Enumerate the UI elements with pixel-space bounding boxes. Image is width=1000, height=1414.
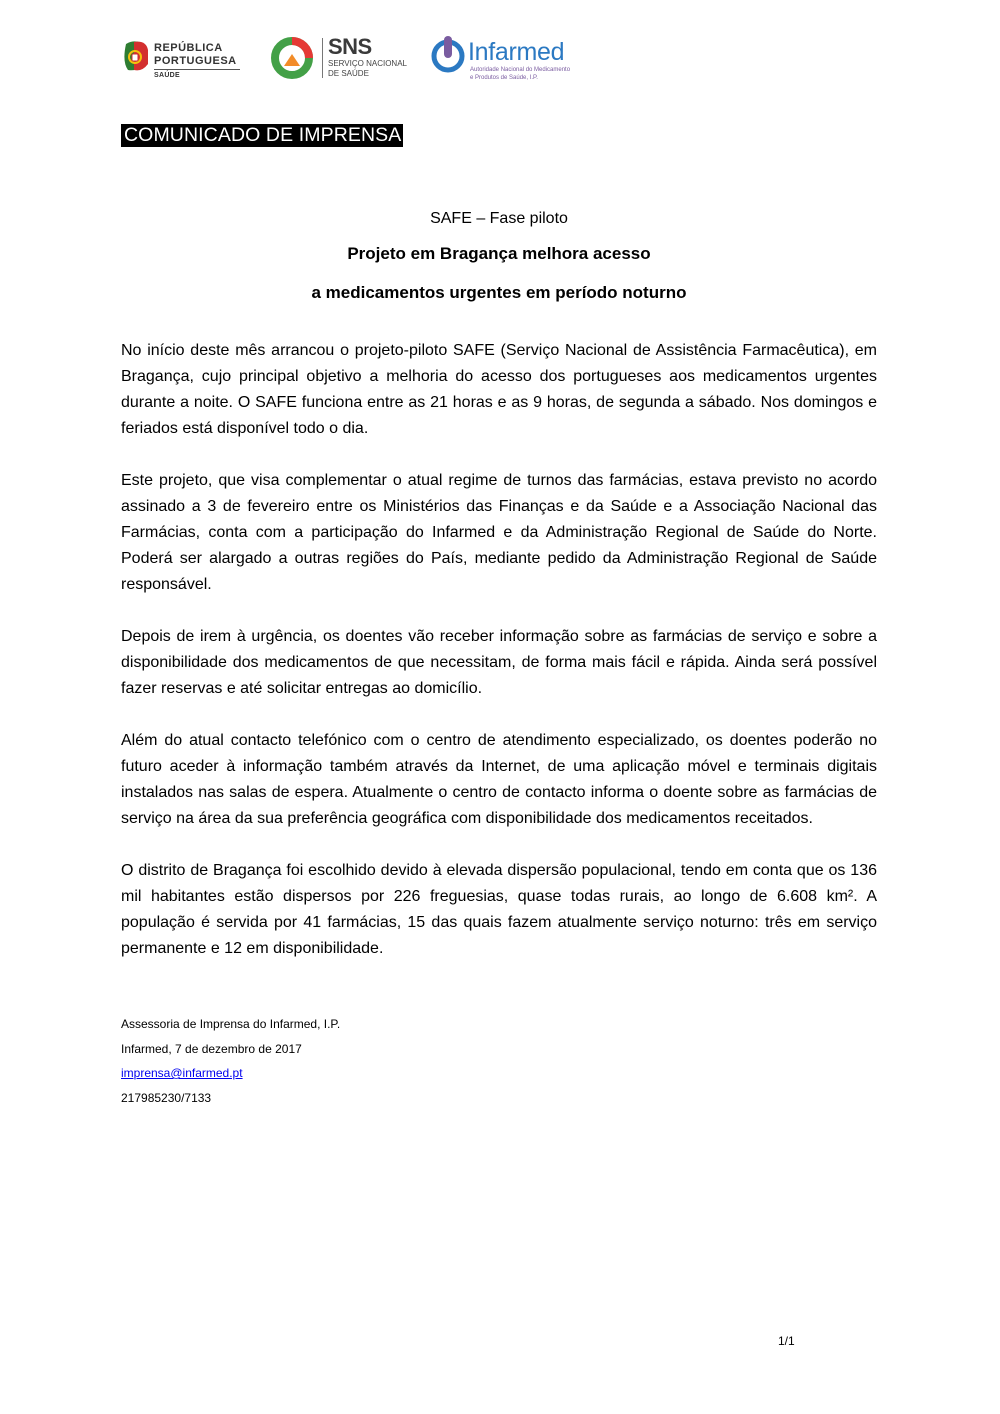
infarmed-subtitle-1: Autoridade Nacional do Medicamento xyxy=(470,67,571,73)
portugal-emblem-icon xyxy=(122,40,150,74)
document-title-line-2: a medicamentos urgentes em período noturno xyxy=(311,283,687,302)
sns-subtitle-2: DE SAÚDE xyxy=(328,69,369,78)
infarmed-text: Infarmed xyxy=(468,38,565,66)
paragraph-3: Depois de irem à urgência, os doentes vão receber informação sobre as farmácias de serviço e sobre a disponibilidade dos medicamentos de que necessitam, de forma mais fácil e rápida. Ainda será possível fazer reservas e até solicitar entregas ao domicílio. xyxy=(121,628,877,697)
infarmed-subtitle-2: e Produtos de Saúde, I.P. xyxy=(470,75,538,81)
sns-divider xyxy=(322,38,323,78)
contact-footer xyxy=(121,1012,340,1110)
header-logos xyxy=(120,34,580,90)
paragraph-4: Além do atual contacto telefónico com o centro de atendimento especializado, os doentes poderão no futuro aceder à informação também através da Internet, de uma aplicação móvel e terminais digitais instalados nas salas de espera. Atualmente o centro de contacto informa o doente sobre as farmácias de serviço na área da sua preferência geográfica com disponibilidade dos medicamentos receitados. xyxy=(121,732,877,827)
infarmed-drop-icon xyxy=(430,34,466,74)
paragraph-2: Este projeto, que visa complementar o atual regime de turnos das farmácias, estava previsto no acordo assinado a 3 de fevereiro entre os Ministérios das Finanças e da Saúde e a Associação Nacional das Farmácias, conta com a participação do Infarmed e da Administração Regional de Saúde do Norte. Poderá ser alargado a outras regiões do País, mediante pedido da Administração Regional de Saúde responsável. xyxy=(121,472,877,593)
portuguesa-text: PORTUGUESA xyxy=(154,55,237,67)
republica-text: REPÚBLICA xyxy=(154,42,223,54)
paragraph-1: No início deste mês arrancou o projeto-piloto SAFE (Serviço Nacional de Assistência Farmacêutica), em Bragança, cujo principal objetivo a melhoria do acesso dos portugueses aos medicamentos urgentes durante a noite. O SAFE funciona entre as 21 horas e as 9 horas, de segunda a sábado. Nos domingos e feriados está disponível todo o dia. xyxy=(121,342,877,437)
document-subtitle: SAFE – Fase piloto xyxy=(430,210,568,227)
phone-number: 217985230/7133 xyxy=(121,1090,212,1105)
date-line: Infarmed, 7 de dezembro de 2017 xyxy=(121,1041,302,1056)
sns-subtitle-1: SERVIÇO NACIONAL xyxy=(328,59,407,68)
document-title-line-1: Projeto em Bragança melhora acesso xyxy=(347,244,651,263)
republica-portuguesa-logo xyxy=(120,38,250,86)
sns-logo xyxy=(270,34,410,84)
press-release-label: COMUNICADO DE IMPRENSA xyxy=(121,124,403,147)
sns-ring-icon xyxy=(270,36,314,80)
sns-text: SNS xyxy=(328,34,372,59)
document-body xyxy=(121,338,877,988)
saude-text: SAÚDE xyxy=(154,72,181,79)
press-office-text: Assessoria de Imprensa do Infarmed, I.P. xyxy=(121,1017,341,1031)
page-number: 1/1 xyxy=(778,1334,795,1348)
logo-divider xyxy=(154,69,240,70)
infarmed-logo xyxy=(430,34,580,84)
email-link[interactable]: imprensa@infarmed.pt xyxy=(121,1066,243,1080)
paragraph-5: O distrito de Bragança foi escolhido devido à elevada dispersão populacional, tendo em conta que os 136 mil habitantes estão dispersos por 226 freguesias, quase todas rurais, ao longo de 6.608 km². A população é servida por 41 farmácias, 15 das quais fazem atualmente serviço noturno: três em serviço permanente e 12 em disponibilidade. xyxy=(121,862,877,957)
